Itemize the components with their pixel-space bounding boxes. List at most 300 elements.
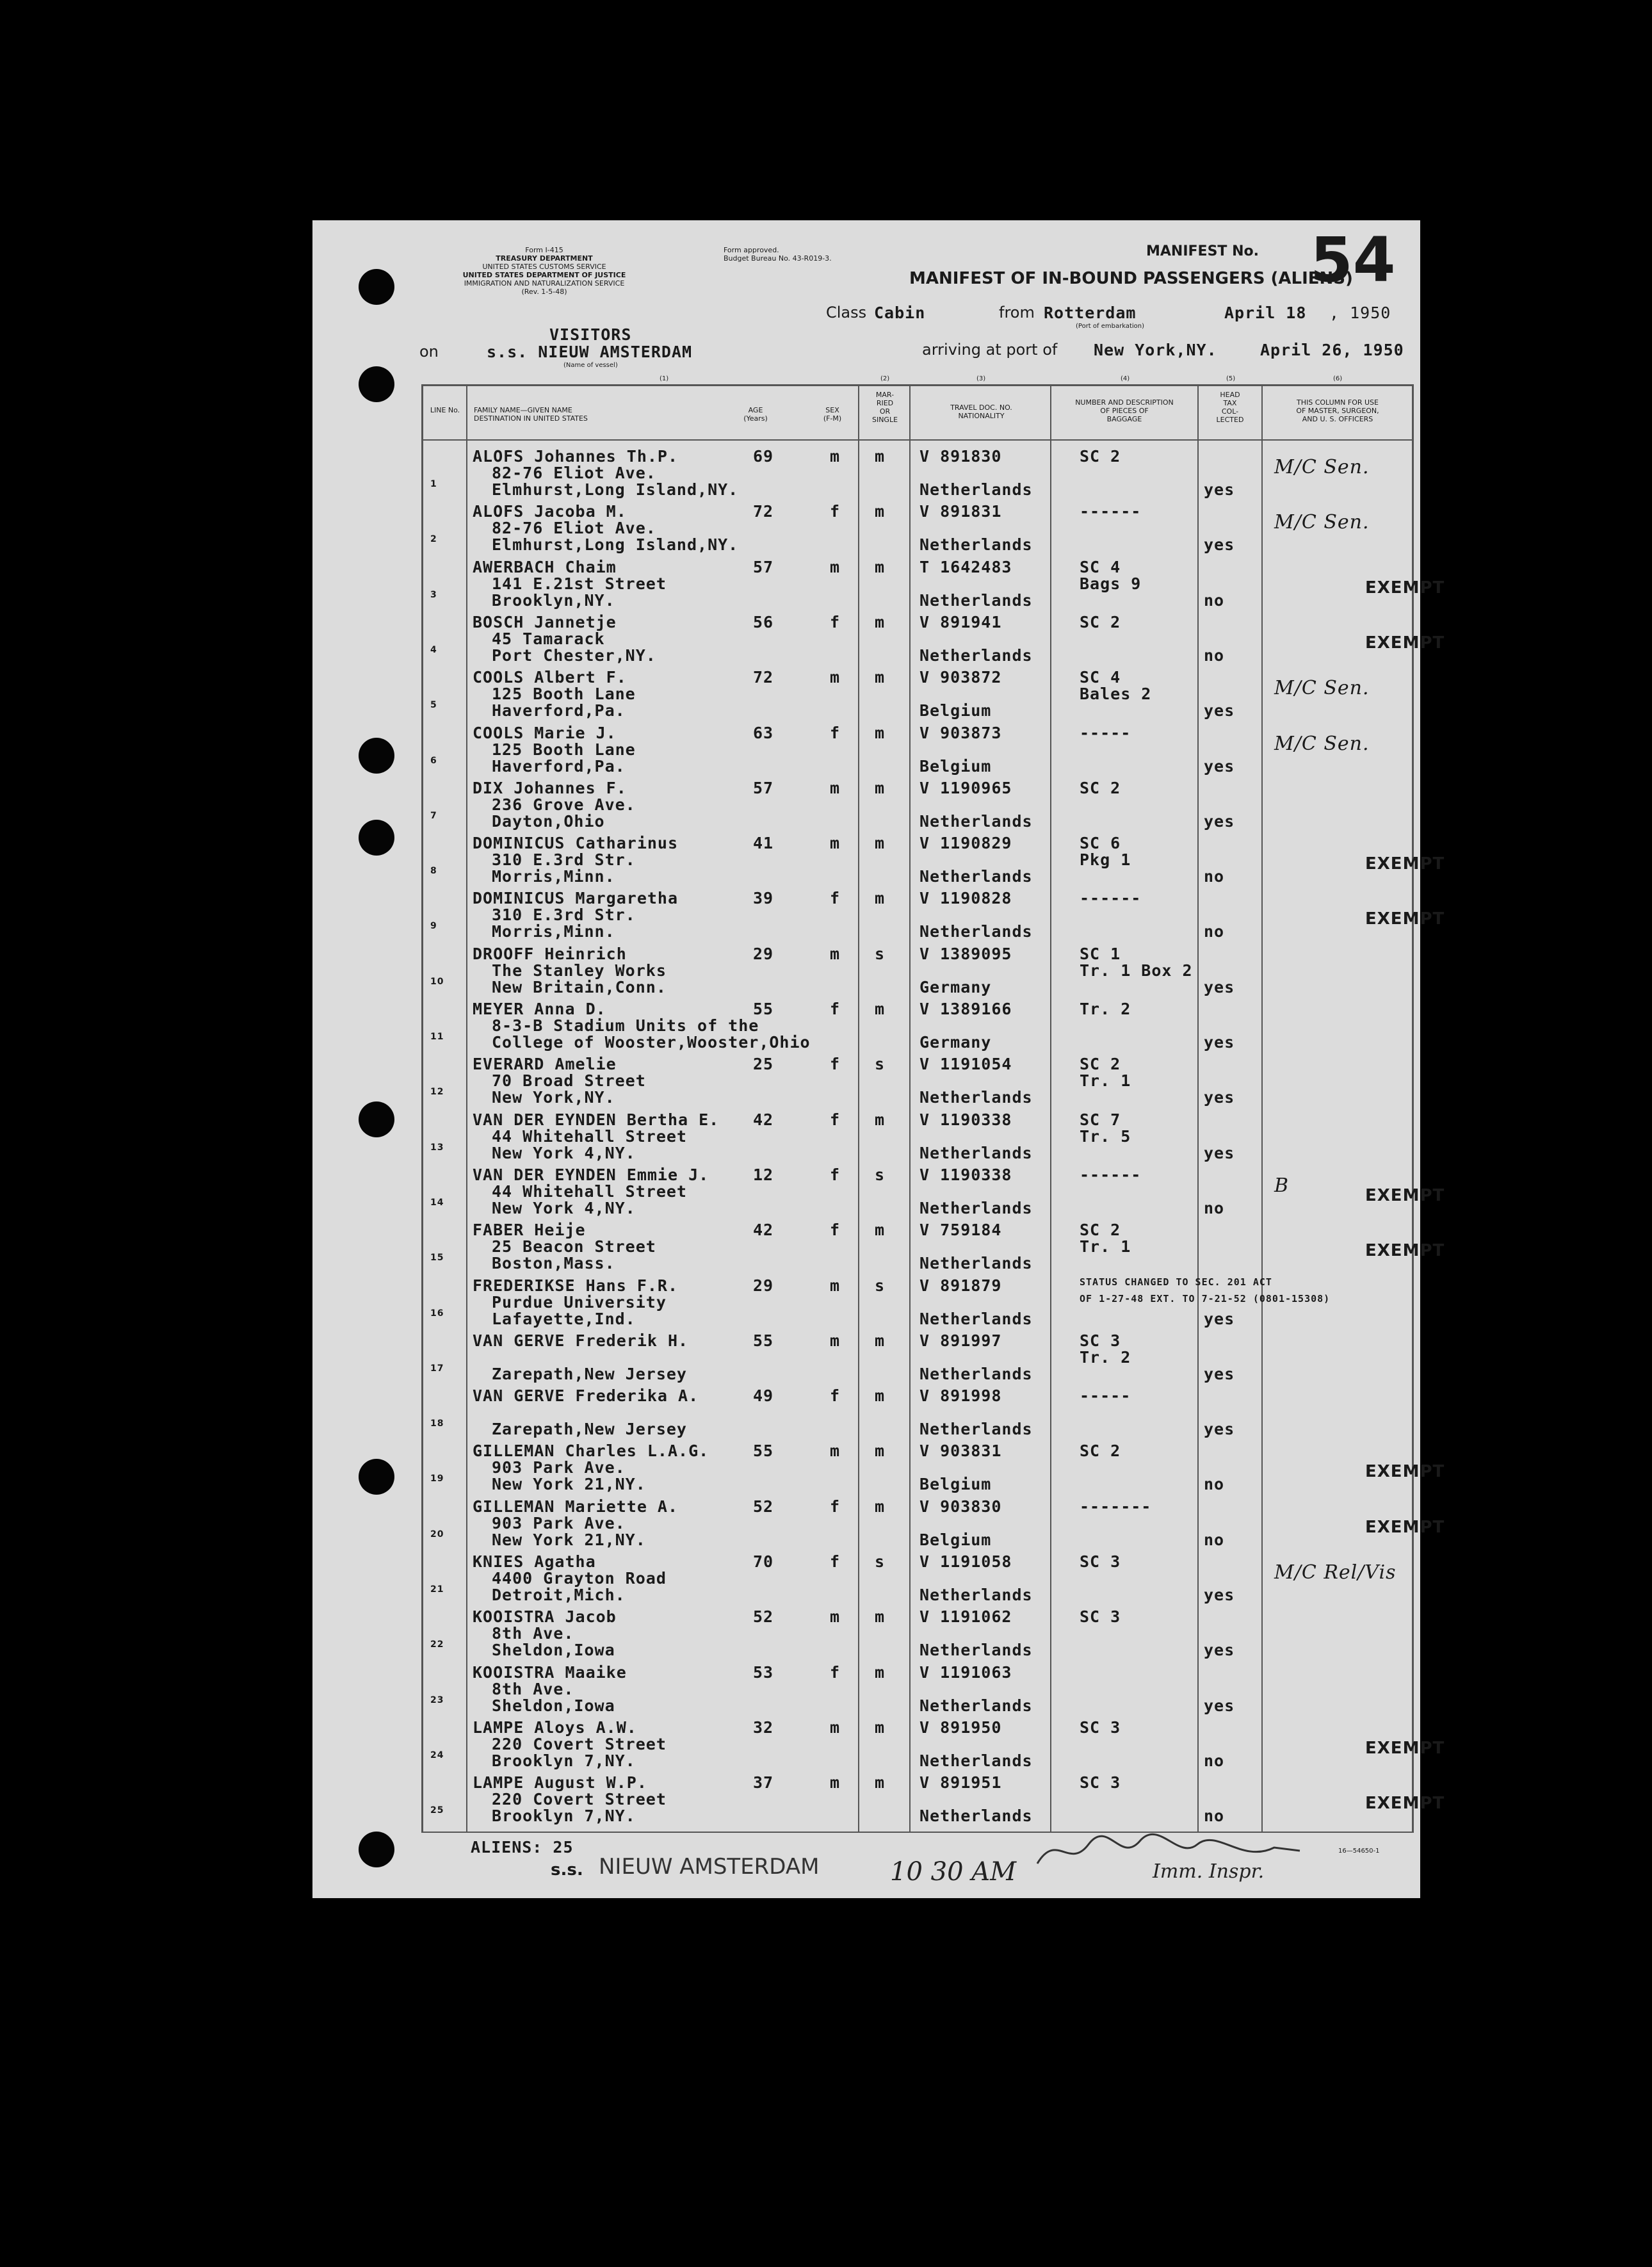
travel-doc-number: V 891997 [919, 1331, 1002, 1350]
form-line: Form I-415 [525, 246, 563, 254]
exempt-stamp: EXEMPT [1365, 1739, 1445, 1758]
punch-hole [359, 366, 394, 402]
baggage: Bales 2 [1080, 685, 1152, 703]
passenger-name: VAN GERVE Frederika A. [473, 1386, 699, 1405]
age: 12 [753, 1166, 774, 1184]
age: 57 [753, 779, 774, 797]
travel-doc-number: V 903873 [919, 724, 1002, 742]
sex: f [830, 613, 841, 631]
address-line: Brooklyn 7,NY. [492, 1807, 636, 1825]
ss-label: s.s. [551, 1860, 583, 1880]
marital-status: s [875, 945, 886, 963]
baggage: OF 1-27-48 EXT. TO 7-21-52 (0801-15308) [1080, 1293, 1331, 1304]
baggage: Tr. 2 [1080, 1000, 1131, 1018]
col-number: (2) [880, 375, 890, 382]
baggage: Tr. 1 [1080, 1071, 1131, 1090]
address-line: 903 Park Ave. [492, 1514, 626, 1532]
line-number: 18 [430, 1418, 444, 1429]
travel-doc-number: V 1190338 [919, 1110, 1012, 1129]
passenger-name: KOOISTRA Maaike [473, 1663, 627, 1682]
officer-notation: B [1274, 1174, 1290, 1197]
nationality: Netherlands [919, 1254, 1033, 1272]
address-line: 8th Ave. [492, 1680, 574, 1698]
header-baggage: NUMBER AND DESCRIPTION OF PIECES OF BAGGAGE [1075, 398, 1174, 423]
sex: f [830, 889, 841, 907]
address-line: Sheldon,Iowa [492, 1696, 615, 1715]
age: 69 [753, 447, 774, 466]
age: 56 [753, 613, 774, 631]
nationality: Netherlands [919, 1310, 1033, 1328]
sex: m [830, 1607, 841, 1626]
age: 39 [753, 889, 774, 907]
header-officers: THIS COLUMN FOR USE OF MASTER, SURGEON, AND U. S. OFFICERS [1296, 398, 1379, 423]
on-label: on [419, 343, 439, 361]
nationality: Netherlands [919, 535, 1033, 554]
table-row [423, 554, 1445, 610]
table-row [423, 1604, 1409, 1659]
marital-status: m [875, 1221, 886, 1239]
arrival-date: April 26, 1950 [1260, 341, 1404, 359]
marital-status: s [875, 1055, 886, 1073]
class-value: Cabin [874, 304, 926, 322]
head-tax: yes [1204, 1365, 1235, 1383]
exempt-stamp: EXEMPT [1365, 1462, 1445, 1481]
sex: m [830, 779, 841, 797]
line-number: 5 [430, 700, 437, 710]
nationality: Netherlands [919, 867, 1033, 886]
travel-doc-number: V 1191062 [919, 1607, 1012, 1626]
age: 72 [753, 668, 774, 687]
travel-doc-number: V 891831 [919, 502, 1002, 521]
nationality: Netherlands [919, 480, 1033, 499]
table-row [423, 1107, 1409, 1162]
sex: f [830, 1000, 841, 1018]
sex: f [830, 502, 841, 521]
table-row [423, 1438, 1445, 1493]
nationality: Netherlands [919, 1641, 1033, 1659]
passenger-name: VAN DER EYNDEN Bertha E. [473, 1110, 720, 1129]
head-tax: yes [1204, 1033, 1235, 1052]
table-row [423, 609, 1445, 665]
age: 57 [753, 558, 774, 576]
sex: m [830, 1276, 841, 1295]
form-line: UNITED STATES CUSTOMS SERVICE [482, 263, 606, 271]
marital-status: m [875, 502, 886, 521]
sex: m [830, 834, 841, 852]
passenger-name: DIX Johannes F. [473, 779, 627, 797]
class-label: Class [826, 304, 867, 321]
passenger-name: EVERARD Amelie [473, 1055, 617, 1073]
passenger-name: GILLEMAN Mariette A. [473, 1497, 679, 1516]
sex: m [830, 1773, 841, 1792]
address-line: Zarepath,New Jersey [492, 1365, 687, 1383]
nationality: Belgium [919, 757, 992, 776]
embark-note: (Port of embarkation) [1076, 323, 1145, 330]
sex: f [830, 1110, 841, 1129]
age: 55 [753, 1331, 774, 1350]
sex: m [830, 558, 841, 576]
punch-hole [359, 738, 394, 774]
baggage: SC 2 [1080, 447, 1121, 466]
age: 25 [753, 1055, 774, 1073]
address-line: 8-3-B Stadium Units of the [492, 1016, 759, 1035]
age: 41 [753, 834, 774, 852]
age: 37 [753, 1773, 774, 1792]
address-line: Port Chester,NY. [492, 646, 656, 665]
line-number: 14 [430, 1198, 444, 1208]
age: 72 [753, 502, 774, 521]
head-tax: yes [1204, 757, 1235, 776]
sex: f [830, 1552, 841, 1571]
table-row [423, 1162, 1445, 1217]
marital-status: s [875, 1552, 886, 1571]
approval-note [724, 246, 832, 263]
age: 42 [753, 1221, 774, 1239]
age: 52 [753, 1497, 774, 1516]
officer-notation: M/C Sen. [1274, 456, 1370, 478]
header-sex: SEX (F-M) [823, 406, 842, 423]
passenger-name: LAMPE August W.P. [473, 1773, 647, 1792]
baggage: SC 7 [1080, 1110, 1121, 1129]
table-row [423, 443, 1409, 498]
head-tax: yes [1204, 480, 1235, 499]
travel-doc-number: V 1191063 [919, 1663, 1012, 1682]
line-number: 11 [430, 1032, 444, 1042]
travel-doc-number: V 891998 [919, 1386, 1002, 1405]
nationality: Netherlands [919, 1199, 1033, 1217]
age: 42 [753, 1110, 774, 1129]
marital-status: m [875, 1331, 886, 1350]
address-line: 82-76 Eliot Ave. [492, 464, 656, 482]
marital-status: s [875, 1276, 886, 1295]
address-line: 903 Park Ave. [492, 1458, 626, 1477]
page-title: MANIFEST OF IN-BOUND PASSENGERS (ALIENS) [909, 269, 1353, 288]
baggage: Tr. 1 [1080, 1237, 1131, 1256]
table-row [423, 1548, 1409, 1604]
address-line: 8th Ave. [492, 1624, 574, 1643]
nationality: Netherlands [919, 1751, 1033, 1770]
age: 53 [753, 1663, 774, 1682]
age: 63 [753, 724, 774, 742]
baggage: SC 1 [1080, 945, 1121, 963]
passenger-name: GILLEMAN Charles L.A.G. [473, 1442, 709, 1460]
exempt-stamp: EXEMPT [1365, 1241, 1445, 1260]
address-line: New York 21,NY. [492, 1531, 646, 1549]
sex: f [830, 724, 841, 742]
nationality: Netherlands [919, 1807, 1033, 1825]
officer-notation: M/C Sen. [1274, 511, 1370, 533]
address-line: 4400 Grayton Road [492, 1569, 667, 1588]
address-line: New York,NY. [492, 1088, 615, 1107]
address-line: New York 4,NY. [492, 1199, 636, 1217]
travel-doc-number: V 1190338 [919, 1166, 1012, 1184]
sex: m [830, 1331, 841, 1350]
passenger-name: DOMINICUS Margaretha [473, 889, 679, 907]
baggage: ----- [1080, 1386, 1131, 1405]
table-row [423, 941, 1409, 996]
exempt-stamp: EXEMPT [1365, 1794, 1445, 1813]
punch-hole [359, 1832, 394, 1867]
line-number: 24 [430, 1750, 444, 1760]
arriving-label: arriving at port of [922, 341, 1058, 359]
table-row [423, 498, 1409, 553]
address-line: Zarepath,New Jersey [492, 1420, 687, 1438]
address-line: College of Wooster,Wooster,Ohio [492, 1033, 811, 1052]
passenger-name: VAN GERVE Frederik H. [473, 1331, 689, 1350]
line-number: 3 [430, 590, 437, 600]
line-number: 2 [430, 534, 437, 544]
marital-status: m [875, 724, 886, 742]
address-line: Haverford,Pa. [492, 757, 626, 776]
table-row [423, 664, 1409, 719]
col-number: (4) [1121, 375, 1130, 382]
line-number: 4 [430, 645, 437, 655]
marital-status: m [875, 1497, 886, 1516]
line-number: 25 [430, 1805, 444, 1816]
head-tax: yes [1204, 1586, 1235, 1604]
head-tax: yes [1204, 1641, 1235, 1659]
travel-doc-number: T 1642483 [919, 558, 1012, 576]
sex: m [830, 1718, 841, 1737]
travel-doc-number: V 1190965 [919, 779, 1012, 797]
sex: f [830, 1663, 841, 1682]
address-line: 141 E.21st Street [492, 574, 667, 593]
nationality: Belgium [919, 1531, 992, 1549]
baggage: SC 2 [1080, 1055, 1121, 1073]
baggage: SC 3 [1080, 1773, 1121, 1792]
col-number: (3) [976, 375, 986, 382]
baggage: SC 3 [1080, 1552, 1121, 1571]
address-line: 45 Tamarack [492, 630, 605, 648]
baggage: ------ [1080, 502, 1142, 521]
passenger-name: KNIES Agatha [473, 1552, 596, 1571]
head-tax: yes [1204, 1310, 1235, 1328]
passenger-name: COOLS Marie J. [473, 724, 617, 742]
nationality: Netherlands [919, 1696, 1033, 1715]
vessel-note: (Name of vessel) [563, 362, 618, 369]
head-tax: no [1204, 922, 1225, 941]
nationality: Germany [919, 1033, 992, 1052]
sex: f [830, 1497, 841, 1516]
punch-hole [359, 269, 394, 305]
baggage: SC 4 [1080, 558, 1121, 576]
table-header-border [421, 439, 1414, 441]
budget-bureau: Budget Bureau No. 43-R019-3. [724, 254, 832, 263]
passenger-name: COOLS Albert F. [473, 668, 627, 687]
line-number: 6 [430, 756, 437, 766]
head-tax: no [1204, 1199, 1225, 1217]
travel-doc-number: V 1191054 [919, 1055, 1012, 1073]
line-number: 8 [430, 866, 437, 876]
baggage: ----- [1080, 724, 1131, 742]
marital-status: m [875, 1607, 886, 1626]
sex: m [830, 668, 841, 687]
marital-status: m [875, 613, 886, 631]
sex: f [830, 1386, 841, 1405]
age: 55 [753, 1000, 774, 1018]
age: 29 [753, 945, 774, 963]
address-line: Brooklyn,NY. [492, 591, 615, 610]
baggage: Tr. 2 [1080, 1348, 1131, 1367]
head-tax: no [1204, 591, 1225, 610]
line-number: 12 [430, 1087, 444, 1097]
address-line: 310 E.3rd Str. [492, 850, 636, 869]
nationality: Netherlands [919, 1144, 1033, 1162]
travel-doc-number: V 903872 [919, 668, 1002, 687]
address-line: Purdue University [492, 1293, 667, 1312]
baggage: SC 2 [1080, 1442, 1121, 1460]
passenger-name: DOMINICUS Catharinus [473, 834, 679, 852]
passenger-name: LAMPE Aloys A.W. [473, 1718, 637, 1737]
address-line: Lafayette,Ind. [492, 1310, 636, 1328]
embark-date: April 18 [1224, 304, 1307, 322]
address-line: 82-76 Eliot Ave. [492, 519, 656, 537]
age: 52 [753, 1607, 774, 1626]
address-line: Morris,Minn. [492, 867, 615, 886]
address-line: 25 Beacon Street [492, 1237, 656, 1256]
address-line: Elmhurst,Long Island,NY. [492, 480, 739, 499]
passenger-name: VAN DER EYNDEN Emmie J. [473, 1166, 709, 1184]
baggage: Tr. 1 Box 2 [1080, 961, 1193, 980]
table-row [423, 720, 1409, 775]
head-tax: no [1204, 1751, 1225, 1770]
address-line: 125 Booth Lane [492, 740, 636, 759]
marital-status: m [875, 1773, 886, 1792]
marital-status: s [875, 1166, 886, 1184]
nationality: Netherlands [919, 1586, 1033, 1604]
address-line: Morris,Minn. [492, 922, 615, 941]
line-number: 1 [430, 479, 437, 489]
form-line: UNITED STATES DEPARTMENT OF JUSTICE [462, 271, 626, 279]
form-id-block [416, 246, 672, 296]
passenger-name: MEYER Anna D. [473, 1000, 606, 1018]
manifest-number: 54 [1310, 224, 1396, 296]
exempt-stamp: EXEMPT [1365, 1186, 1445, 1205]
age: 49 [753, 1386, 774, 1405]
address-line: Sheldon,Iowa [492, 1641, 615, 1659]
marital-status: m [875, 1663, 886, 1682]
address-line: Brooklyn 7,NY. [492, 1751, 636, 1770]
arrival-time-note: 10 30 AM [890, 1857, 1017, 1887]
ship-stamp: NIEUW AMSTERDAM [599, 1854, 820, 1880]
line-number: 23 [430, 1695, 444, 1705]
table-row [423, 885, 1445, 941]
table-row [423, 996, 1409, 1051]
baggage: ------ [1080, 1166, 1142, 1184]
address-line: New York 21,NY. [492, 1475, 646, 1493]
exempt-stamp: EXEMPT [1365, 633, 1445, 653]
vessel-name: s.s. NIEUW AMSTERDAM [487, 343, 693, 361]
head-tax: no [1204, 1475, 1225, 1493]
marital-status: m [875, 779, 886, 797]
line-number: 13 [430, 1142, 444, 1153]
table-row [423, 775, 1409, 830]
table-row [423, 1493, 1445, 1549]
baggage: SC 2 [1080, 613, 1121, 631]
aliens-count: ALIENS: 25 [471, 1838, 574, 1857]
baggage: STATUS CHANGED TO SEC. 201 ACT [1080, 1276, 1272, 1288]
line-number: 16 [430, 1308, 444, 1319]
marital-status: m [875, 1442, 886, 1460]
officer-notation: M/C Sen. [1274, 677, 1370, 699]
head-tax: yes [1204, 1696, 1235, 1715]
baggage: SC 3 [1080, 1718, 1121, 1737]
baggage: SC 6 [1080, 834, 1121, 852]
baggage: Pkg 1 [1080, 850, 1131, 869]
travel-doc-number: V 903831 [919, 1442, 1002, 1460]
baggage: Tr. 5 [1080, 1127, 1131, 1146]
sex: f [830, 1055, 841, 1073]
table-row [423, 1217, 1445, 1272]
head-tax: no [1204, 867, 1225, 886]
form-line: (Rev. 1-5-48) [521, 288, 567, 296]
marital-status: m [875, 1110, 886, 1129]
header-name: FAMILY NAME—GIVEN NAME DESTINATION IN UNITED STATES [474, 406, 588, 423]
head-tax: yes [1204, 1088, 1235, 1107]
marital-status: m [875, 1718, 886, 1737]
marital-status: m [875, 447, 886, 466]
head-tax: yes [1204, 535, 1235, 554]
baggage: SC 3 [1080, 1607, 1121, 1626]
marital-status: m [875, 1000, 886, 1018]
embark-port: Rotterdam [1044, 304, 1137, 322]
table-top-border [421, 384, 1414, 386]
baggage: SC 2 [1080, 779, 1121, 797]
sex: m [830, 945, 841, 963]
sex: f [830, 1166, 841, 1184]
passenger-name: ALOFS Johannes Th.P. [473, 447, 679, 466]
head-tax: no [1204, 1531, 1225, 1549]
col-divider [1412, 384, 1414, 1833]
nationality: Netherlands [919, 591, 1033, 610]
table-row [423, 1714, 1445, 1770]
passenger-name: ALOFS Jacoba M. [473, 502, 627, 521]
form-approved: Form approved. [724, 246, 779, 254]
address-line: 125 Booth Lane [492, 685, 636, 703]
address-line: 70 Broad Street [492, 1071, 646, 1090]
line-number: 19 [430, 1474, 444, 1484]
travel-doc-number: V 891879 [919, 1276, 1002, 1295]
passenger-name: FREDERIKSE Hans F.R. [473, 1276, 679, 1295]
exempt-stamp: EXEMPT [1365, 854, 1445, 873]
form-code: 16—54650-1 [1338, 1848, 1380, 1855]
passenger-name: DROOFF Heinrich [473, 945, 627, 963]
address-line: Boston,Mass. [492, 1254, 615, 1272]
marital-status: m [875, 1386, 886, 1405]
line-number: 17 [430, 1363, 444, 1374]
sex: f [830, 1221, 841, 1239]
head-tax: yes [1204, 812, 1235, 831]
table-row [423, 1051, 1409, 1106]
line-number: 21 [430, 1584, 444, 1595]
arrival-port: New York,NY. [1094, 341, 1217, 359]
travel-doc-number: V 1191058 [919, 1552, 1012, 1571]
punch-hole [359, 1101, 394, 1137]
nationality: Germany [919, 978, 992, 996]
address-line: Dayton,Ohio [492, 812, 605, 831]
nationality: Belgium [919, 701, 992, 720]
passenger-name: KOOISTRA Jacob [473, 1607, 617, 1626]
address-line: 44 Whitehall Street [492, 1182, 687, 1201]
table-row [423, 1769, 1445, 1825]
age: 32 [753, 1718, 774, 1737]
punch-hole [359, 820, 394, 856]
age: 55 [753, 1442, 774, 1460]
address-line: New Britain,Conn. [492, 978, 667, 996]
baggage: Bags 9 [1080, 574, 1142, 593]
table-row [423, 1328, 1409, 1383]
nationality: Netherlands [919, 1420, 1033, 1438]
